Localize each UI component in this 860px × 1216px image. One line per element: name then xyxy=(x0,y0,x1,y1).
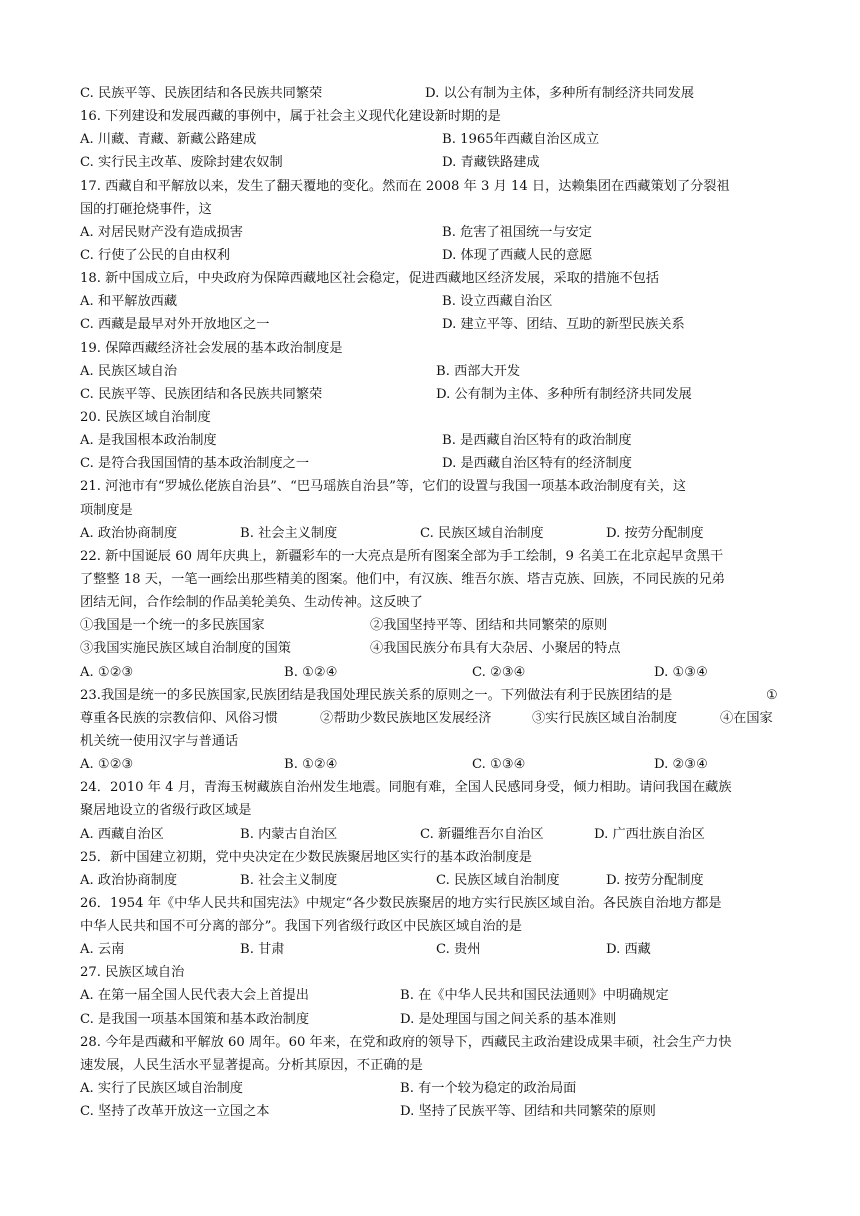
option-row xyxy=(80,313,785,336)
question-18-stem: 18. 新中国成立后，中央政府为保障西藏地区社会稳定，促进西藏地区经济发展，采取的措施不包括 xyxy=(80,271,660,287)
option-row xyxy=(80,360,785,383)
question-28-stem-cont: 速发展，人民生活水平显著提高。分析其原因，不正确的是 xyxy=(80,1057,423,1073)
statement-1: 尊重各民族的宗教信仰、风俗习惯 xyxy=(80,710,278,726)
option-d: D. 按劳分配制度 xyxy=(606,872,704,888)
option-a: A. ①②③ xyxy=(80,757,134,773)
option-row xyxy=(80,429,785,452)
option-c: C. 民族区域自治制度 xyxy=(436,872,560,888)
option-a: A. 川藏、青藏、新藏公路建成 xyxy=(80,132,257,148)
question-26-stem: 26．1954 年《中华人民共和国宪法》中规定“各少数民族聚居的地方实行民族区域自治。各民族自治地方都是 xyxy=(80,895,722,911)
option-d: D. 青藏铁路建成 xyxy=(442,155,540,171)
question-26-stem-cont: 中华人民共和国不可分离的部分”。我国下列省级行政区中民族区域自治的是 xyxy=(80,919,522,935)
question-25-stem: 25．新中国建立初期，党中央决定在少数民族聚居地区实行的基本政治制度是 xyxy=(80,849,532,865)
question-24-stem-cont: 聚居地设立的省级行政区域是 xyxy=(80,803,252,819)
option-a: A. 实行了民族区域自治制度 xyxy=(80,1081,243,1097)
question-17-stem-cont: 国的打砸抢烧事件，这 xyxy=(80,201,212,217)
option-row xyxy=(80,383,785,406)
option-c: C. 西藏是最早对外开放地区之一 xyxy=(80,317,270,333)
statement-1: ①我国是一个统一的多民族国家 xyxy=(80,618,265,634)
option-b: B. 危害了祖国统一与安定 xyxy=(442,224,592,240)
option-row xyxy=(80,82,785,105)
option-b: B. 社会主义制度 xyxy=(240,525,338,541)
option-d: D. 是西藏自治区特有的经济制度 xyxy=(442,456,632,472)
option-row xyxy=(80,661,785,684)
option-c: C. ②③④ xyxy=(472,664,526,680)
statement-4: ④在国家 xyxy=(720,710,773,726)
question-23-stem-text: 23.我国是统一的多民族国家,民族团结是我国处理民族关系的原则之一。下列做法有利于民族团结的是 xyxy=(80,687,673,703)
option-row xyxy=(80,244,785,267)
option-row xyxy=(80,522,785,545)
option-row xyxy=(80,221,785,244)
option-c: C. 民族区域自治制度 xyxy=(420,525,544,541)
option-a: A. 云南 xyxy=(80,942,125,958)
question-21-stem: 21. 河池市有“罗城仫佬族自治县”、“巴马瑶族自治县”等，它们的设置与我国一项基本政治制度有关，这 xyxy=(80,479,687,495)
option-a: A. 政治协商制度 xyxy=(80,525,178,541)
option-d: D. 体现了西藏人民的意愿 xyxy=(442,247,593,263)
option-d: D. ①③④ xyxy=(654,664,708,680)
option-b: B. 内蒙古自治区 xyxy=(240,826,338,842)
option-d: D. 是处理国与国之间关系的基本准则 xyxy=(400,1011,617,1027)
option-row xyxy=(80,1008,785,1031)
option-a: A. 西藏自治区 xyxy=(80,826,164,842)
option-row xyxy=(80,823,785,846)
option-c: C. ①③④ xyxy=(472,757,526,773)
option-c: C. 实行民主改革、废除封建农奴制 xyxy=(80,155,283,171)
option-b: B. 甘肃 xyxy=(240,942,285,958)
question-16-stem: 16. 下列建设和发展西藏的事例中，属于社会主义现代化建设新时期的是 xyxy=(80,109,501,125)
question-17-stem: 17. 西藏自和平解放以来，发生了翻天覆地的变化。然而在 2008 年 3 月 14 日，达赖集团在西藏策划了分裂祖 xyxy=(80,178,730,194)
option-c: C. 贵州 xyxy=(436,942,481,958)
option-row xyxy=(80,290,785,313)
statement-2: ②我国坚持平等、团结和共同繁荣的原则 xyxy=(370,618,608,634)
statement-2: ②帮助少数民族地区发展经济 xyxy=(320,710,492,726)
option-b: B. 设立西藏自治区 xyxy=(442,294,553,310)
option-row xyxy=(80,869,785,892)
option-d: D. 按劳分配制度 xyxy=(606,525,704,541)
option-b: B. 在《中华人民共和国民法通则》中明确规定 xyxy=(400,988,669,1004)
option-d: D. 坚持了民族平等、团结和共同繁荣的原则 xyxy=(400,1104,656,1120)
option-c: C. 是我国一项基本国策和基本政治制度 xyxy=(80,1011,310,1027)
option-d: D. 以公有制为主体，多种所有制经济共同发展 xyxy=(425,86,695,101)
option-row xyxy=(80,984,785,1007)
question-27-stem: 27. 民族区域自治 xyxy=(80,965,185,981)
question-23-stem-tail: ① xyxy=(766,687,778,703)
option-c: C. 新疆维吾尔自治区 xyxy=(420,826,544,842)
statement-4: ④我国民族分布具有大杂居、小聚居的特点 xyxy=(370,641,621,657)
question-23-stem xyxy=(80,684,785,707)
option-d: D. 公有制为主体、多种所有制经济共同发展 xyxy=(436,386,692,402)
option-b: B. 西部大开发 xyxy=(436,363,521,379)
option-d: D. 西藏 xyxy=(606,942,651,958)
statement-3: ③实行民族区域自治制度 xyxy=(532,710,678,726)
option-row xyxy=(80,128,785,151)
option-c: C. 民族平等、民族团结和各民族共同繁荣 xyxy=(80,86,323,101)
option-b: B. ①②④ xyxy=(284,664,338,680)
question-19-stem: 19. 保障西藏经济社会发展的基本政治制度是 xyxy=(80,340,343,356)
option-d: D. ②③④ xyxy=(654,757,708,773)
option-c: C. 行使了公民的自由权利 xyxy=(80,247,230,263)
option-c: C. 民族平等、民族团结和各民族共同繁荣 xyxy=(80,386,323,402)
option-a: A. ①②③ xyxy=(80,664,134,680)
option-row xyxy=(80,1100,785,1123)
option-b: B. 有一个较为稳定的政治局面 xyxy=(400,1081,577,1097)
option-b: B. ①②④ xyxy=(284,757,338,773)
option-d: D. 建立平等、团结、互助的新型民族关系 xyxy=(442,317,685,333)
statement-3: ③我国实施民族区域自治制度的国策 xyxy=(80,641,291,657)
question-20-stem: 20. 民族区域自治制度 xyxy=(80,409,211,425)
option-b: B. 是西藏自治区特有的政治制度 xyxy=(442,433,632,449)
option-a: A. 和平解放西藏 xyxy=(80,294,178,310)
question-23-stem-cont xyxy=(80,707,785,730)
option-row xyxy=(80,151,785,174)
question-22-stem-cont: 团结无间，合作绘制的作品美轮美奂、生动传神。这反映了 xyxy=(80,595,423,611)
option-c: C. 坚持了改革开放这一立国之本 xyxy=(80,1104,270,1120)
question-22-stem-cont: 了整整 18 天，一笔一画绘出那些精美的图案。他们中，有汉族、维吾尔族、塔吉克族、回族，不同民族的兄弟 xyxy=(80,571,725,587)
option-row xyxy=(80,753,785,776)
question-24-stem: 24．2010 年 4 月，青海玉树藏族自治州发生地震。同胞有难，全国人民感同身受，倾力相助。请问我国在藏族 xyxy=(80,780,732,796)
question-22-stem: 22. 新中国诞辰 60 周年庆典上，新疆彩车的一大亮点是所有图案全部为手工绘制，9 名美工在北京起早贪黑干 xyxy=(80,548,724,564)
question-28-stem: 28. 今年是西藏和平解放 60 周年。60 年来，在党和政府的领导下，西藏民主政治建设成果丰硕，社会生产力快 xyxy=(80,1034,732,1050)
statement-row xyxy=(80,614,785,637)
option-a: A. 对居民财产没有造成损害 xyxy=(80,224,243,240)
option-d: D. 广西壮族自治区 xyxy=(594,826,705,842)
option-row xyxy=(80,1077,785,1100)
option-a: A. 在第一届全国人民代表大会上首提出 xyxy=(80,988,309,1004)
option-a: A. 是我国根本政治制度 xyxy=(80,433,217,449)
statement-row xyxy=(80,637,785,660)
option-b: B. 1965年西藏自治区成立 xyxy=(442,132,600,148)
question-23-stem-cont: 机关统一使用汉字与普通话 xyxy=(80,733,239,749)
option-c: C. 是符合我国国情的基本政治制度之一 xyxy=(80,456,310,472)
option-a: A. 政治协商制度 xyxy=(80,872,178,888)
exam-page xyxy=(80,82,785,1123)
option-row xyxy=(80,452,785,475)
option-row xyxy=(80,938,785,961)
option-a: A. 民族区域自治 xyxy=(80,363,178,379)
question-21-stem-cont: 项制度是 xyxy=(80,502,133,518)
option-b: B. 社会主义制度 xyxy=(240,872,338,888)
